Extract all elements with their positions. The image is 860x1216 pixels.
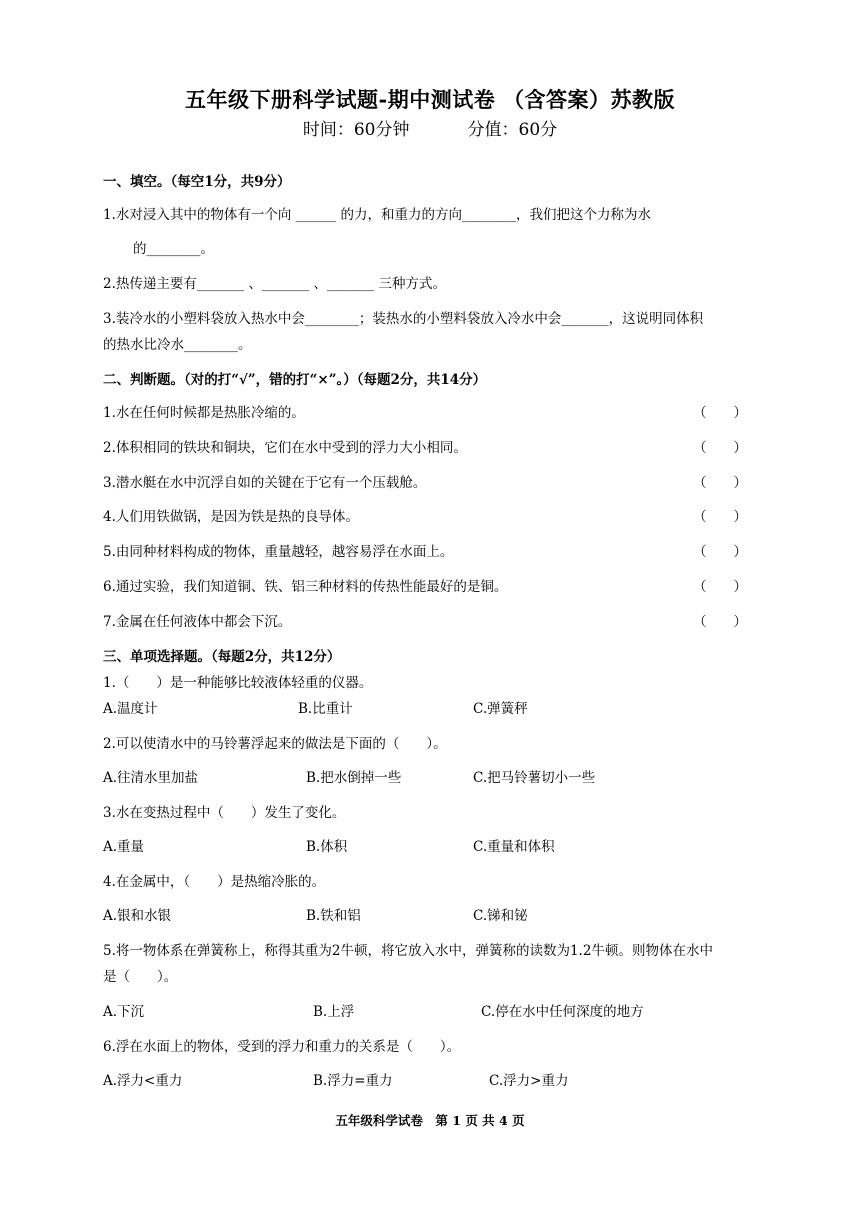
choice-6-option-c: C.浮力>重力	[489, 1073, 569, 1089]
judge-answer-1: （ ）	[693, 405, 747, 421]
judge-item-4: 4.人们用铁做锅，是因为铁是热的良导体。	[103, 509, 359, 525]
fill-question-1-cont: 的________。	[133, 241, 214, 257]
judge-item-7: 7.金属在任何液体中都会下沉。	[103, 614, 292, 630]
fill-question-2: 2.热传递主要有_______ 、_______ 、_______ 三种方式。	[103, 276, 447, 292]
judge-item-2: 2.体积相同的铁块和铜块，它们在水中受到的浮力大小相同。	[103, 440, 467, 456]
judge-answer-3: （ ）	[693, 475, 747, 491]
judge-answer-7: （ ）	[693, 614, 747, 630]
choice-2-option-c: C.把马铃薯切小一些	[473, 770, 596, 786]
judge-item-1: 1.水在任何时候都是热胀冷缩的。	[103, 405, 305, 421]
page-footer: 五年级科学试卷 第 1 页 共 4 页	[335, 1113, 525, 1128]
choice-question-6: 6.浮在水面上的物体，受到的浮力和重力的关系是（ ）。	[103, 1039, 461, 1055]
choice-question-3: 3.水在变热过程中（ ）发生了变化。	[103, 805, 346, 821]
choice-2-option-b: B.把水倒掉一些	[306, 770, 402, 786]
judge-answer-5: （ ）	[693, 544, 747, 560]
choice-3-option-a: A.重量	[103, 839, 145, 855]
choice-4-option-a: A.银和水银	[103, 908, 172, 924]
choice-1-option-a: A.温度计	[103, 701, 158, 717]
choice-question-5-cont: 是（ ）。	[103, 969, 178, 985]
exam-meta	[0, 115, 860, 140]
choice-4-option-b: B.铁和铝	[306, 908, 361, 924]
choice-5-option-a: A.下沉	[103, 1004, 145, 1020]
choice-5-option-b: B.上浮	[313, 1004, 355, 1020]
choice-4-option-c: C.锑和铋	[473, 908, 528, 924]
fill-question-1: 1.水对浸入其中的物体有一个向 ______ 的力，和重力的方向________，我们把这个力称为水	[103, 207, 651, 223]
section-choice-heading: 三、单项选择题。（每题2分，共12分）	[103, 649, 341, 665]
judge-answer-6: （ ）	[693, 579, 747, 595]
judge-item-6: 6.通过实验，我们知道铜、铁、铝三种材料的传热性能最好的是铜。	[103, 579, 508, 595]
fill-question-3: 3.装冷水的小塑料袋放入热水中会________；装热水的小塑料袋放入冷水中会_______，这说明同体积	[103, 311, 704, 327]
exam-score: 分值：60分	[467, 120, 558, 140]
judge-item-5: 5.由同种材料构成的物体，重量越轻，越容易浮在水面上。	[103, 544, 454, 560]
section-fill-heading: 一、填空。（每空1分，共9分）	[103, 174, 291, 190]
choice-question-5: 5.将一物体系在弹簧称上，称得其重为2牛顿，将它放入水中，弹簧称的读数为1.2牛顿。则物体在水中	[103, 943, 713, 959]
exam-time: 时间：60分钟	[302, 120, 410, 140]
judge-answer-4: （ ）	[693, 509, 747, 525]
choice-6-option-b: B.浮力=重力	[313, 1073, 393, 1089]
choice-5-option-c: C.停在水中任何深度的地方	[481, 1004, 644, 1020]
judge-answer-2: （ ）	[693, 440, 747, 456]
choice-6-option-a: A.浮力<重力	[103, 1073, 183, 1089]
choice-1-option-b: B.比重计	[298, 701, 353, 717]
fill-question-3-cont: 的热水比冷水________。	[103, 337, 252, 353]
choice-question-4: 4.在金属中，（ ）是热缩冷胀的。	[103, 874, 326, 890]
choice-question-2: 2.可以使清水中的马铃薯浮起来的做法是下面的（ ）。	[103, 736, 447, 752]
choice-question-1: 1.（ ）是一种能够比较液体轻重的仪器。	[103, 675, 373, 691]
page-title: 五年级下册科学试题-期中测试卷 （含答案）苏教版	[184, 87, 676, 112]
section-judge-heading: 二、判断题。（对的打“√”，错的打“×”。）（每题2分，共14分）	[103, 372, 487, 388]
choice-2-option-a: A.往清水里加盐	[103, 770, 199, 786]
choice-1-option-c: C.弹簧秤	[473, 701, 528, 717]
judge-item-3: 3.潜水艇在水中沉浮自如的关键在于它有一个压载舱。	[103, 475, 427, 491]
choice-3-option-c: C.重量和体积	[473, 839, 555, 855]
choice-3-option-b: B.体积	[306, 839, 348, 855]
